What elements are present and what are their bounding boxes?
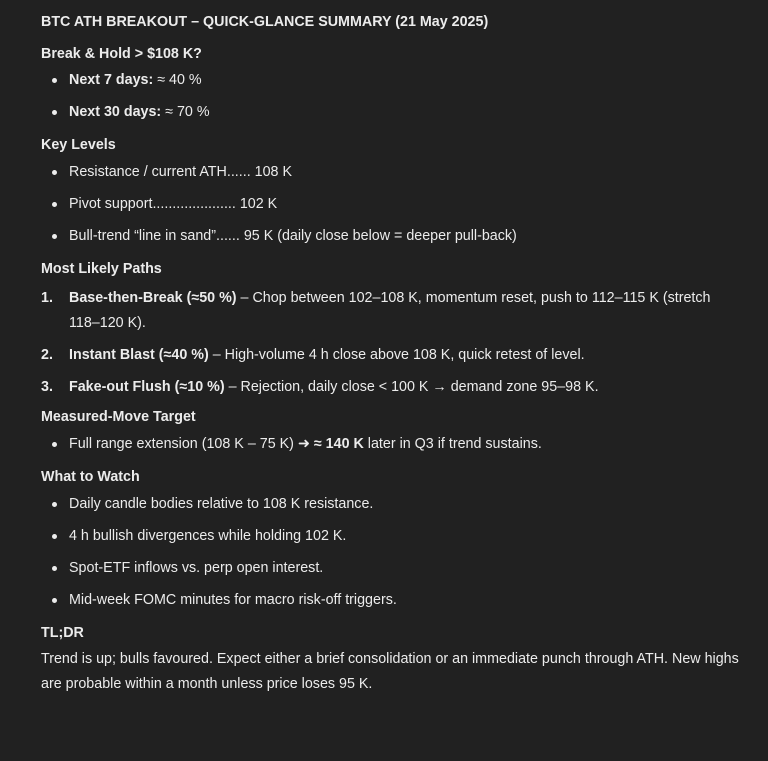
item-label: Instant Blast (≈40 %) (69, 347, 209, 363)
watch-list (41, 488, 741, 616)
list-item: Pivot support..................... 102 K (41, 188, 741, 220)
section-heading-break-hold: Break & Hold > $108 K? (41, 46, 202, 62)
item-text: – Chop between 102–108 K, momentum reset, push to 112–115 K (stretch 118–120 K). (69, 290, 711, 331)
list-item: Resistance / current ATH...... 108 K (41, 156, 741, 188)
item-number: 1. (41, 290, 53, 306)
summary-content (41, 12, 741, 697)
item-text: – Rejection, daily close < 100 K → demand zone 95–98 K. (224, 379, 599, 395)
break-hold-list (41, 64, 741, 128)
section-heading-tldr: TL;DR (41, 625, 84, 641)
list-item (41, 375, 741, 400)
list-item: Bull-trend “line in sand”...... 95 K (daily close below = deeper pull-back) (41, 220, 741, 252)
item-label: Base-then-Break (≈50 %) (69, 290, 237, 306)
list-item: Daily candle bodies relative to 108 K resistance. (41, 488, 741, 520)
section-heading-watch: What to Watch (41, 469, 140, 485)
item-number: 3. (41, 379, 53, 395)
list-item (41, 343, 741, 368)
item-value: ≈ 40 % (153, 72, 202, 88)
list-item (41, 428, 741, 460)
item-number: 2. (41, 347, 53, 363)
list-item (41, 64, 741, 96)
item-text: later in Q3 if trend sustains. (363, 436, 542, 452)
list-item (41, 286, 741, 336)
section-heading-target: Measured-Move Target (41, 409, 196, 425)
item-label: Next 7 days: (69, 72, 154, 88)
item-value: ≈ 70 % (161, 104, 210, 120)
list-item: Spot-ETF inflows vs. perp open interest. (41, 552, 741, 584)
list-item: 4 h bullish divergences while holding 102 K. (41, 520, 741, 552)
item-text: Full range extension (108 K – 75 K) ➜ (69, 436, 314, 452)
page-title: BTC ATH BREAKOUT – QUICK-GLANCE SUMMARY (21 May 2025) (41, 14, 489, 30)
item-label: Fake-out Flush (≈10 %) (69, 379, 225, 395)
paths-list (41, 286, 741, 400)
key-levels-list (41, 156, 741, 252)
section-heading-key-levels: Key Levels (41, 137, 116, 153)
target-value: ≈ 140 K (313, 436, 364, 452)
item-text: – High-volume 4 h close above 108 K, quick retest of level. (208, 347, 585, 363)
section-heading-paths: Most Likely Paths (41, 261, 162, 277)
list-item (41, 96, 741, 128)
item-label: Next 30 days: (69, 104, 162, 120)
target-list (41, 428, 741, 460)
list-item: Mid-week FOMC minutes for macro risk-off triggers. (41, 584, 741, 616)
tldr-text: Trend is up; bulls favoured. Expect either a brief consolidation or an immediate punch through ATH. New highs are probable within a month unless price loses 95 K. (41, 651, 739, 692)
